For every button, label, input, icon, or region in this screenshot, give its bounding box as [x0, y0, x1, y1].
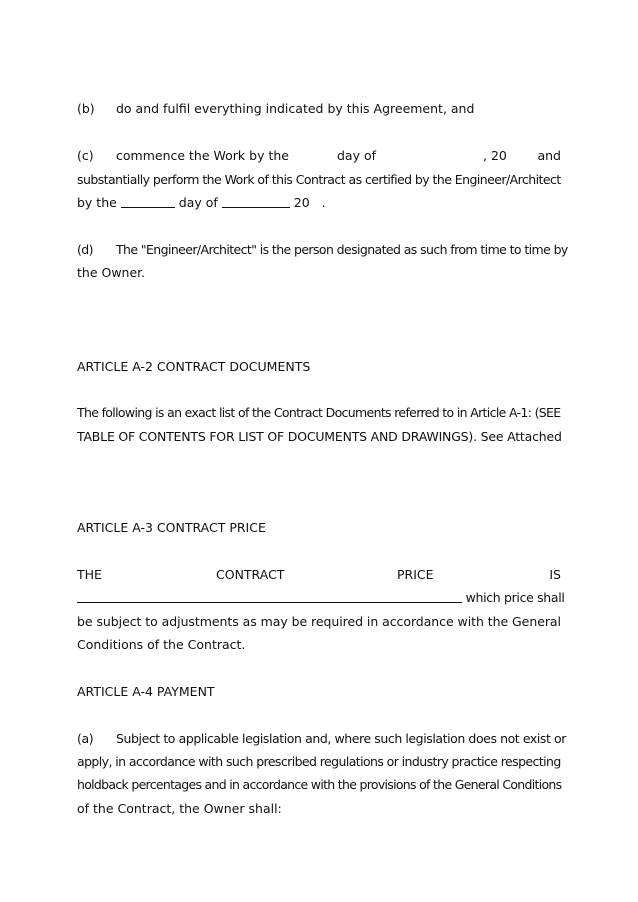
article-a3-line-4: Conditions of the Contract.	[77, 637, 246, 652]
article-a3-line-2	[77, 590, 565, 605]
clause-d-line-1	[77, 242, 568, 257]
blank-completion-day	[121, 195, 175, 208]
clause-c-year: , 20	[483, 148, 507, 163]
clause-d-label: (d)	[77, 242, 93, 257]
article-a3-heading: ARTICLE A-3 CONTRACT PRICE	[77, 520, 266, 535]
article-a4-line-1	[77, 731, 566, 746]
article-a2-line-1: The following is an exact list of the Contract Documents referred to in Article A-1: (SEE	[77, 405, 561, 420]
clause-b	[77, 101, 561, 116]
clause-c-by-the: by the	[77, 195, 117, 210]
blank-contract-price	[77, 590, 462, 603]
price-word-is: IS	[549, 567, 561, 582]
clause-c-line-1	[77, 148, 561, 163]
article-a4-label: (a)	[77, 731, 94, 746]
article-a4-line-2: apply, in accordance with such prescribed regulations or industry practice respecting	[77, 754, 561, 769]
blank-completion-month	[222, 195, 290, 208]
article-a3-which-price: which price shall	[465, 590, 565, 605]
clause-c-line-2: substantially perform the Work of this Contract as certified by the Engineer/Architect	[77, 172, 561, 187]
clause-c-label: (c)	[77, 148, 94, 163]
clause-c-day-of: day of	[337, 148, 377, 163]
article-a4-line-4: of the Contract, the Owner shall:	[77, 801, 282, 816]
clause-c-and: and	[537, 148, 561, 163]
clause-b-label: (b)	[77, 101, 95, 116]
clause-c-day-of-2: day of	[178, 195, 218, 210]
article-a4-heading: ARTICLE A-4 PAYMENT	[77, 684, 215, 699]
clause-c-period: .	[321, 195, 326, 210]
clause-c-twenty: 20	[293, 195, 310, 210]
price-word-the: THE	[77, 567, 102, 582]
clause-b-text: do and fulfil everything indicated by this Agreement, and	[116, 101, 475, 116]
article-a2-line-2: TABLE OF CONTENTS FOR LIST OF DOCUMENTS AND DRAWINGS). See Attached	[77, 429, 562, 444]
clause-d-text-1: The "Engineer/Architect" is the person designated as such from time to time by	[116, 242, 568, 257]
clause-c-line-3	[77, 195, 561, 210]
clause-d-line-2: the Owner.	[77, 265, 146, 280]
price-word-price: PRICE	[397, 567, 434, 582]
clause-c-text-1: commence the Work by the	[116, 148, 289, 163]
article-a4-line-3: holdback percentages and in accordance with the provisions of the General Conditions	[77, 777, 562, 792]
price-word-contract: CONTRACT	[216, 567, 285, 582]
article-a4-text-1: Subject to applicable legislation and, where such legislation does not exist or	[116, 731, 566, 746]
article-a3-line-3: be subject to adjustments as may be required in accordance with the General	[77, 614, 561, 629]
article-a2-heading: ARTICLE A-2 CONTRACT DOCUMENTS	[77, 359, 311, 374]
